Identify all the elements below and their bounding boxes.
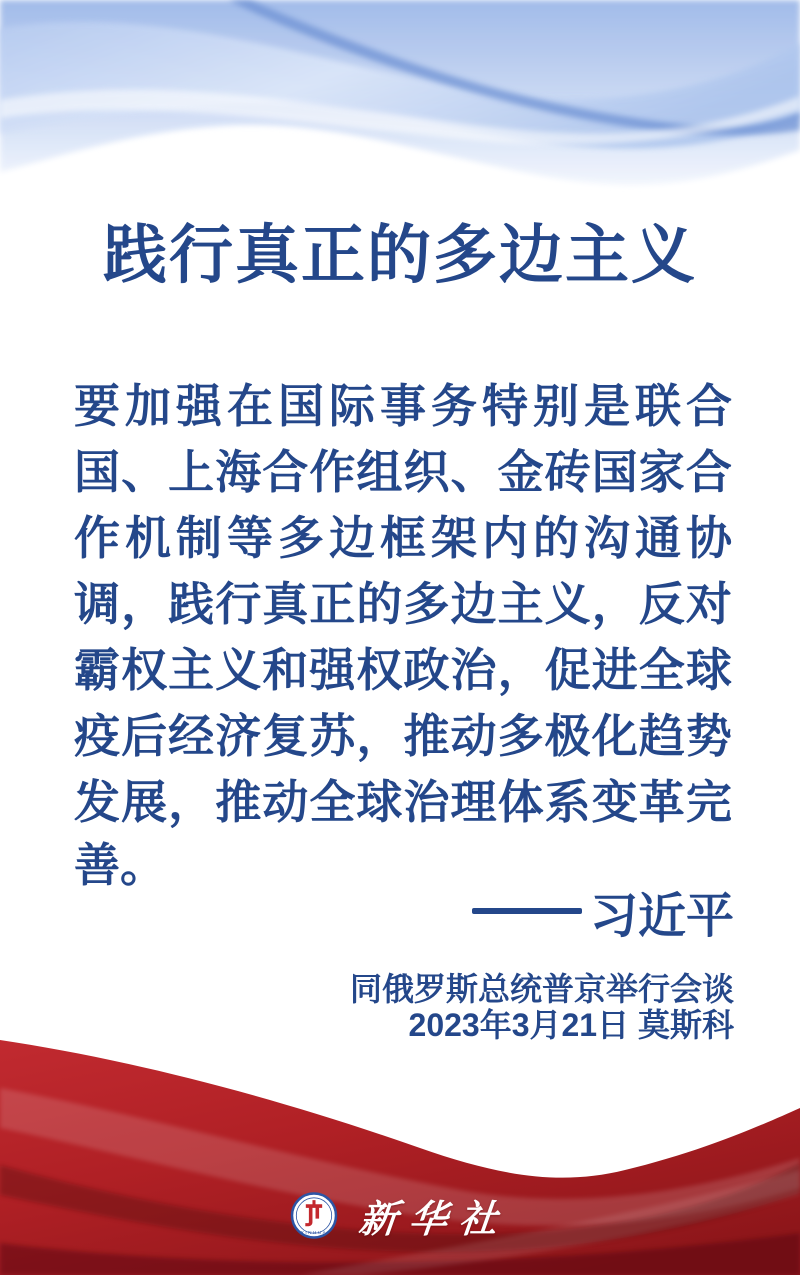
attribution-dash [472,908,582,914]
quote-line: 疫 后 经 济 复 苏 ， 推 动 多 极 化 趋 势 [74,710,732,762]
quote-line: 发 展 ， 推 动 全 球 治 理 体 系 变 革 完 [74,776,732,828]
quote-line: 调 ， 践 行 真 正 的 多 边 主 义 ， 反 对 [74,578,732,630]
poster-title: 践行真正的多边主义 [103,219,697,291]
blue-wave-decoration [0,0,800,200]
quote-block [74,370,732,898]
attribution-name: 习近平 [589,889,734,943]
xinhua-logo [290,1188,512,1243]
quote-line: 霸 权 主 义 和 强 权 政 治 ， 促 进 全 球 [74,644,732,696]
emblem-ring-text: XINHUA [300,1230,328,1236]
quote-line: 作 机 制 等 多 边 框 架 内 的 沟 通 协 [74,512,732,564]
xinhua-wordmark: 新华社 [356,1199,512,1241]
quote-line: 国 、 上 海 合 作 组 织 、 金 砖 国 家 合 [74,446,732,498]
attribution [472,882,734,943]
source-event: 同俄罗斯总统普京举行会谈 [349,971,734,1007]
quote-line: 要 加 强 在 国 际 事 务 特 别 是 联 合 [74,380,732,432]
quote-line: 善。 [74,839,166,891]
xinhua-emblem-icon [290,1192,337,1239]
source-date-location: 2023年3月21日 莫斯科 [408,1007,734,1043]
